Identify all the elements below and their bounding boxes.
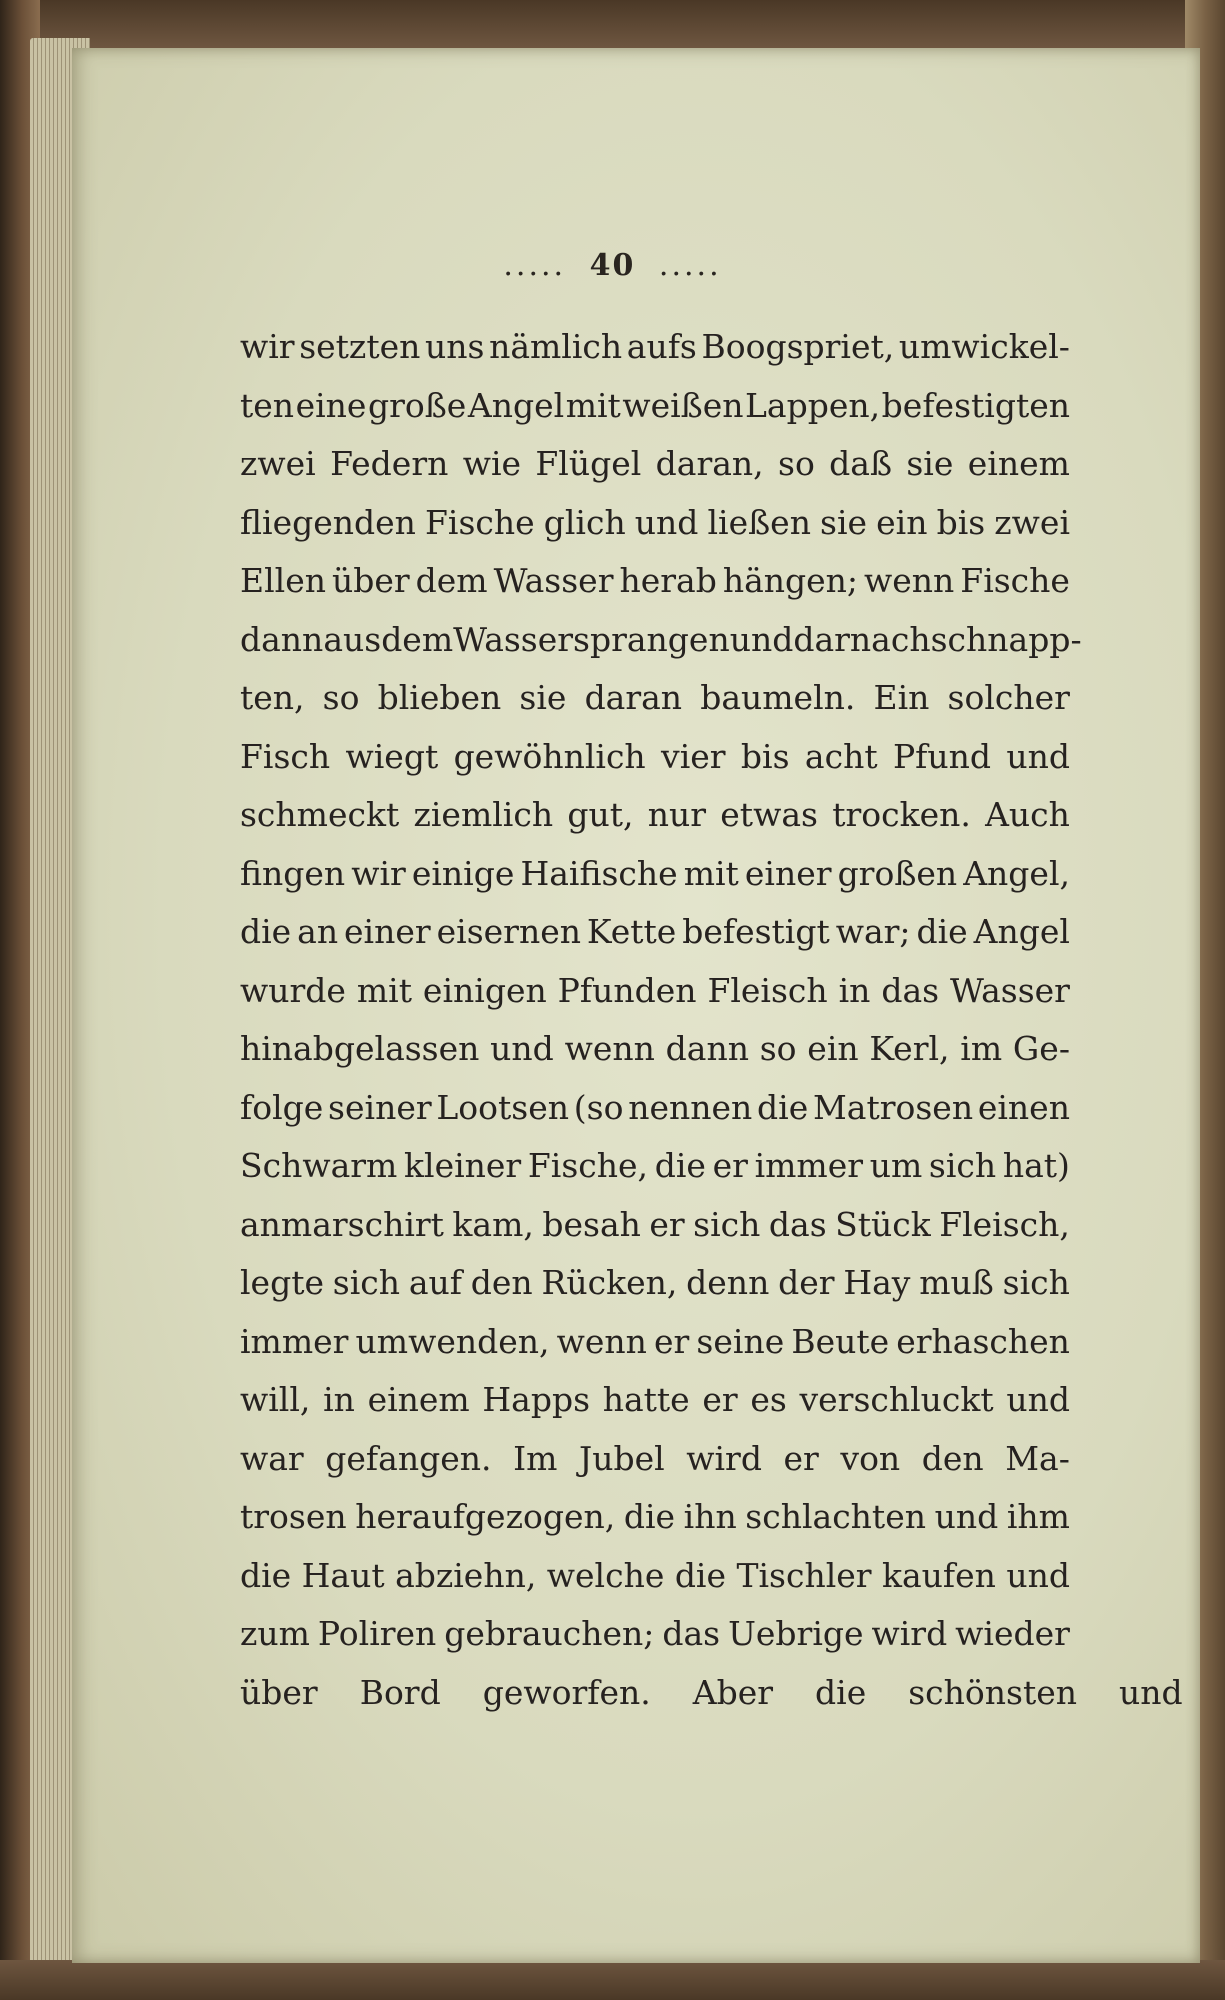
text-line: Schwarm kleiner Fische, die er immer um sich hat) (240, 1146, 1070, 1185)
book-cover-top (0, 0, 1225, 48)
text-line: ten eine große Angel mit weißen Lappen, befestigten (240, 385, 1070, 425)
text-line: über Bord geworfen. Aber die schönsten und (240, 1672, 1183, 1712)
book-cover-bottom (0, 1960, 1225, 2000)
text-line: anmarschirt kam, besah er sich das Stück Fleisch, (240, 1204, 1070, 1244)
text-line: fingen wir einige Haifische mit einer großen Angel, (240, 853, 1070, 893)
text-line: Fisch wiegt gewöhnlich vier bis acht Pfund und (240, 736, 1070, 776)
text-line: war gefangen. Im Jubel wird er von den Ma- (240, 1438, 1070, 1478)
text-line: trosen heraufgezogen, die ihn schlachten und ihm (240, 1497, 1070, 1536)
text-line: zwei Federn wie Flügel daran, so daß sie einem (240, 444, 1070, 483)
text-line: schmeckt ziemlich gut, nur etwas trocken. Auch (240, 795, 1070, 834)
text-line: will, in einem Happs hatte er es verschluckt und (240, 1380, 1070, 1419)
text-line: immer umwenden, wenn er seine Beute erhaschen (240, 1321, 1070, 1361)
text-line: Ellen über dem Wasser herab hängen; wenn Fische (240, 561, 1070, 600)
text-line: hinabgelassen und wenn dann so ein Kerl, im Ge- (240, 1029, 1070, 1068)
text-line: ten, so blieben sie daran baumeln. Ein solcher (240, 678, 1070, 717)
page-header (0, 248, 1225, 283)
header-dots-right: ..... (658, 248, 722, 283)
text-line: wir setzten uns nämlich aufs Boogspriet, umwickel- (240, 327, 1070, 366)
text-line: folge seiner Lootsen (so nennen die Matrosen einen (240, 1087, 1070, 1127)
text-line: wurde mit einigen Pfunden Fleisch in das Wasser (240, 970, 1070, 1010)
text-line: fliegenden Fische glich und ließen sie ein bis zwei (240, 502, 1070, 542)
page-number: 40 (589, 248, 636, 283)
text-line: die Haut abziehn, welche die Tischler kaufen und (240, 1555, 1070, 1595)
text-line: dann aus dem Wasser sprangen und darnach schnapp- (240, 619, 1082, 659)
body-text (240, 318, 1183, 1722)
text-line: legte sich auf den Rücken, denn der Hay muß sich (240, 1263, 1070, 1302)
text-line: die an einer eisernen Kette befestigt war; die Angel (240, 912, 1070, 951)
header-dots-left: ..... (503, 248, 567, 283)
text-line: zum Poliren gebrauchen; das Uebrige wird wieder (240, 1614, 1070, 1653)
